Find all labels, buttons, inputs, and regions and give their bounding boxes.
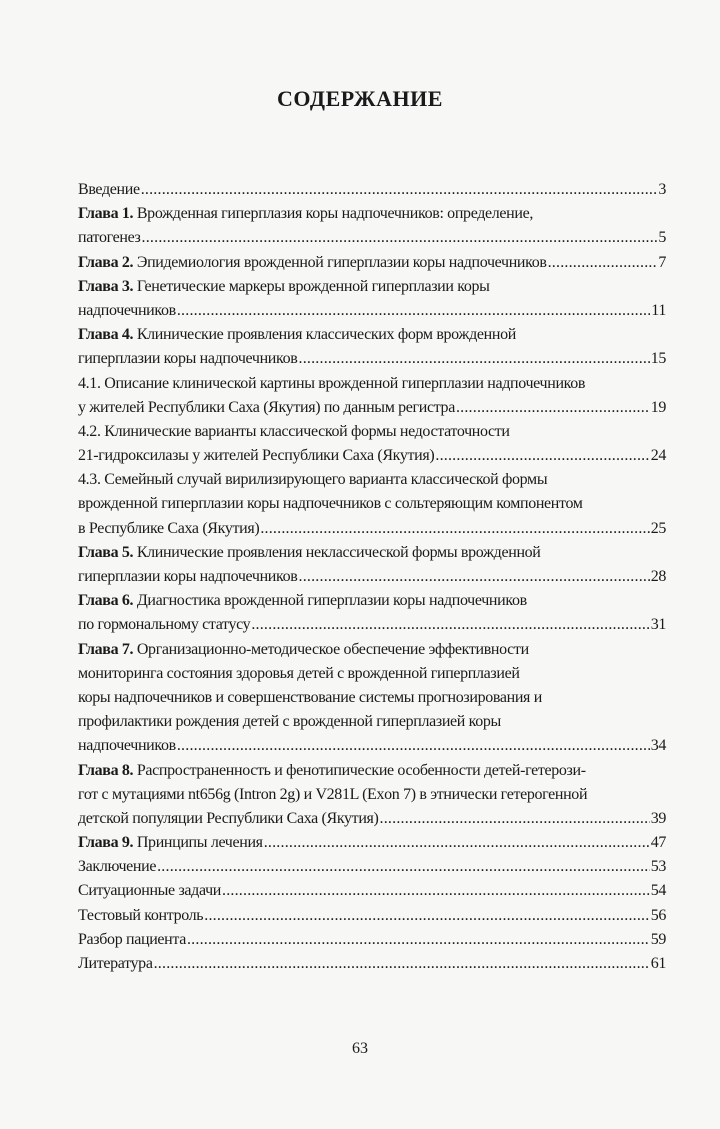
dot-leader bbox=[154, 952, 650, 976]
chapter-label: Глава 4. bbox=[78, 326, 134, 344]
toc-entry[interactable] bbox=[78, 541, 666, 589]
dot-leader bbox=[177, 299, 650, 323]
entry-title: коры надпочечников и совершенствование системы прогнозирования и bbox=[78, 688, 542, 706]
entry-page-number: 15 bbox=[650, 350, 666, 368]
toc-entry[interactable] bbox=[78, 178, 666, 202]
entry-title: Диагностика врожденной гиперплазии коры надпочечников bbox=[133, 592, 527, 610]
toc-entry-text bbox=[78, 952, 153, 976]
toc-entry-line bbox=[78, 759, 666, 783]
entry-page-number: 19 bbox=[650, 398, 666, 416]
entry-title: 4.1. Описание клинической картины врожденной гиперплазии надпочечников bbox=[78, 374, 586, 392]
toc-entry-line bbox=[78, 710, 666, 734]
chapter-label: Глава 3. bbox=[78, 277, 134, 295]
entry-title: патогенез bbox=[78, 229, 141, 247]
entry-title: Распространенность и фенотипические особенности детей-гетерози- bbox=[133, 761, 586, 779]
toc-entry-line bbox=[78, 589, 666, 613]
toc-entry-text bbox=[78, 686, 542, 710]
dot-leader bbox=[157, 855, 650, 879]
toc-entry-text bbox=[78, 638, 529, 662]
toc-entry-line bbox=[78, 444, 666, 468]
toc-entry-line bbox=[78, 275, 666, 299]
toc-entry[interactable] bbox=[78, 638, 666, 759]
entry-title: Заключение bbox=[78, 858, 157, 876]
dot-leader bbox=[299, 565, 650, 589]
dot-leader bbox=[187, 928, 650, 952]
entry-title: Ситуационные задачи bbox=[78, 882, 221, 900]
entry-page-number: 25 bbox=[650, 519, 666, 537]
toc-entry[interactable] bbox=[78, 323, 666, 371]
toc-entry-text bbox=[78, 879, 221, 903]
toc-entry[interactable] bbox=[78, 879, 666, 903]
entry-title: врожденной гиперплазии коры надпочечников с сольтеряющим компонентом bbox=[78, 495, 583, 513]
toc-entry-text bbox=[78, 710, 501, 734]
entry-page-number: 39 bbox=[650, 809, 666, 827]
entry-page-number: 5 bbox=[658, 229, 666, 247]
toc-entry[interactable] bbox=[78, 759, 666, 832]
chapter-label: Глава 5. bbox=[78, 543, 134, 561]
toc-entry-text bbox=[78, 323, 516, 347]
entry-title: 4.2. Клинические варианты классической формы недостаточности bbox=[78, 422, 510, 440]
toc-entry-line bbox=[78, 855, 666, 879]
entry-title: мониторинга состояния здоровья детей с врожденной гиперплазией bbox=[78, 664, 520, 682]
entry-title: 21-гидроксилазы у жителей Республики Саха (Якутия) bbox=[78, 447, 435, 465]
toc-entry-text bbox=[78, 928, 186, 952]
entry-page-number: 28 bbox=[650, 568, 666, 585]
entry-title: у жителей Республики Саха (Якутия) по данным регистра bbox=[78, 398, 455, 416]
toc-entry-text bbox=[78, 734, 176, 758]
entry-title: гот с мутациями nt656g (Intron 2g) и V281L (Exon 7) в этнически гетерогенной bbox=[78, 785, 588, 803]
toc-entry-line bbox=[78, 517, 666, 541]
toc-entry-text bbox=[78, 372, 585, 396]
toc-entry[interactable] bbox=[78, 420, 666, 468]
dot-leader bbox=[177, 734, 650, 758]
toc-entry-line bbox=[78, 372, 666, 396]
dot-leader bbox=[251, 613, 649, 637]
dot-leader bbox=[264, 831, 650, 855]
entry-title: Организационно-методическое обеспечение эффективности bbox=[133, 640, 529, 658]
toc-entry[interactable] bbox=[78, 952, 666, 976]
toc-entry-line bbox=[78, 879, 666, 903]
toc-entry[interactable] bbox=[78, 855, 666, 879]
toc-entry-text bbox=[78, 275, 490, 299]
chapter-label: Глава 7. bbox=[78, 640, 134, 658]
page-number: 63 bbox=[352, 1040, 368, 1057]
toc-entry-line bbox=[78, 323, 666, 347]
toc-entry-line bbox=[78, 347, 666, 371]
entry-page-number: 31 bbox=[650, 616, 666, 634]
chapter-label: Глава 6. bbox=[78, 592, 134, 610]
toc-entry[interactable] bbox=[78, 831, 666, 855]
toc-entry-line bbox=[78, 420, 666, 444]
toc-entry-line bbox=[78, 807, 666, 831]
entry-page-number: 24 bbox=[650, 447, 666, 465]
toc-entry-text bbox=[78, 613, 250, 637]
toc-entry[interactable] bbox=[78, 202, 666, 250]
toc-entry-text bbox=[78, 347, 298, 371]
entry-title: Врожденная гиперплазия коры надпочечников: определение, bbox=[133, 205, 533, 223]
toc-entry-text bbox=[78, 662, 520, 686]
toc-entry-text bbox=[78, 565, 298, 589]
toc-entry[interactable] bbox=[78, 251, 666, 275]
entry-title: Клинические проявления неклассической формы врожденной bbox=[133, 543, 541, 561]
entry-title: Введение bbox=[78, 181, 140, 198]
entry-title: надпочечников bbox=[78, 301, 176, 319]
toc-entry-line bbox=[78, 396, 666, 420]
toc-entry-line bbox=[78, 952, 666, 976]
entry-title: детской популяции Республики Саха (Якутия) bbox=[78, 809, 379, 827]
dot-leader bbox=[380, 807, 650, 831]
dot-leader bbox=[204, 904, 649, 928]
entry-title: Разбор пациента bbox=[78, 930, 186, 948]
table-of-contents bbox=[78, 178, 666, 976]
toc-entry[interactable] bbox=[78, 904, 666, 928]
entry-title: Клинические проявления классических форм врожденной bbox=[133, 326, 516, 344]
toc-entry-line bbox=[78, 541, 666, 565]
chapter-label: Глава 9. bbox=[78, 834, 134, 852]
toc-entry-line bbox=[78, 783, 666, 807]
toc-entry-text bbox=[78, 396, 455, 420]
toc-entry-text bbox=[78, 541, 541, 565]
toc-entry-text bbox=[78, 468, 547, 492]
toc-entry-text bbox=[78, 807, 379, 831]
entry-title: по гормональному статусу bbox=[78, 616, 251, 634]
toc-entry[interactable] bbox=[78, 928, 666, 952]
toc-entry-line bbox=[78, 662, 666, 686]
toc-entry-text bbox=[78, 517, 259, 541]
toc-entry[interactable] bbox=[78, 372, 666, 420]
toc-entry-line bbox=[78, 492, 666, 516]
dot-leader bbox=[456, 396, 650, 420]
entry-page-number: 11 bbox=[651, 301, 666, 319]
entry-title: гиперплазии коры надпочечников bbox=[78, 568, 298, 585]
toc-entry-text bbox=[78, 251, 547, 275]
entry-title: надпочечников bbox=[78, 737, 176, 755]
dot-leader bbox=[548, 251, 658, 275]
entry-page-number: 47 bbox=[650, 834, 666, 852]
toc-entry-text bbox=[78, 589, 527, 613]
toc-entry-line bbox=[78, 202, 666, 226]
dot-leader bbox=[141, 178, 658, 202]
entry-title: Генетические маркеры врожденной гиперплазии коры bbox=[133, 277, 490, 295]
entry-title: Эпидемиология врожденной гиперплазии коры надпочечников bbox=[133, 253, 547, 271]
entry-page-number: 34 bbox=[650, 737, 666, 755]
entry-title: Литература bbox=[78, 955, 153, 972]
toc-entry[interactable] bbox=[78, 468, 666, 541]
chapter-label: Глава 8. bbox=[78, 761, 134, 779]
dot-leader bbox=[260, 517, 649, 541]
entry-title: в Республике Саха (Якутия) bbox=[78, 519, 260, 537]
toc-entry-text bbox=[78, 420, 510, 444]
entry-page-number: 7 bbox=[658, 253, 666, 271]
toc-entry[interactable] bbox=[78, 275, 666, 323]
entry-title: гиперплазии коры надпочечников bbox=[78, 350, 298, 368]
entry-page-number: 56 bbox=[650, 906, 666, 924]
toc-entry-line bbox=[78, 178, 666, 202]
toc-entry-line bbox=[78, 904, 666, 928]
page-title: СОДЕРЖАНИЕ bbox=[277, 86, 443, 111]
toc-entry-line bbox=[78, 251, 666, 275]
chapter-label: Глава 2. bbox=[78, 253, 134, 271]
entry-title: Принципы лечения bbox=[133, 834, 263, 852]
toc-entry-line bbox=[78, 638, 666, 662]
toc-entry-text bbox=[78, 178, 140, 202]
toc-entry-line bbox=[78, 734, 666, 758]
toc-entry-text bbox=[78, 831, 263, 855]
toc-entry-text bbox=[78, 904, 203, 928]
toc-entry-line bbox=[78, 565, 666, 589]
entry-page-number: 53 bbox=[650, 858, 666, 876]
toc-entry-line bbox=[78, 613, 666, 637]
entry-page-number: 54 bbox=[650, 882, 666, 900]
dot-leader bbox=[222, 879, 650, 903]
entry-page-number: 3 bbox=[658, 181, 666, 198]
chapter-label: Глава 1. bbox=[78, 205, 134, 223]
toc-entry-line bbox=[78, 686, 666, 710]
toc-entry-text bbox=[78, 226, 141, 250]
toc-entry-line bbox=[78, 226, 666, 250]
toc-entry-line bbox=[78, 468, 666, 492]
toc-entry-line bbox=[78, 831, 666, 855]
entry-title: Тестовый контроль bbox=[78, 906, 204, 924]
toc-entry-line bbox=[78, 928, 666, 952]
dot-leader bbox=[435, 444, 649, 468]
entry-title: 4.3. Семейный случай вирилизирующего варианта классической формы bbox=[78, 471, 548, 489]
toc-entry-text bbox=[78, 855, 156, 879]
toc-entry-text bbox=[78, 783, 587, 807]
toc-entry-text bbox=[78, 492, 583, 516]
toc-entry-line bbox=[78, 299, 666, 323]
toc-entry-text bbox=[78, 202, 533, 226]
entry-page-number: 61 bbox=[650, 955, 666, 972]
toc-entry[interactable] bbox=[78, 589, 666, 637]
toc-entry-text bbox=[78, 299, 176, 323]
entry-title: профилактики рождения детей с врожденной гиперплазией коры bbox=[78, 713, 501, 731]
toc-entry-text bbox=[78, 444, 434, 468]
toc-entry-text bbox=[78, 759, 586, 783]
entry-page-number: 59 bbox=[650, 930, 666, 948]
dot-leader bbox=[299, 347, 650, 371]
dot-leader bbox=[142, 226, 658, 250]
